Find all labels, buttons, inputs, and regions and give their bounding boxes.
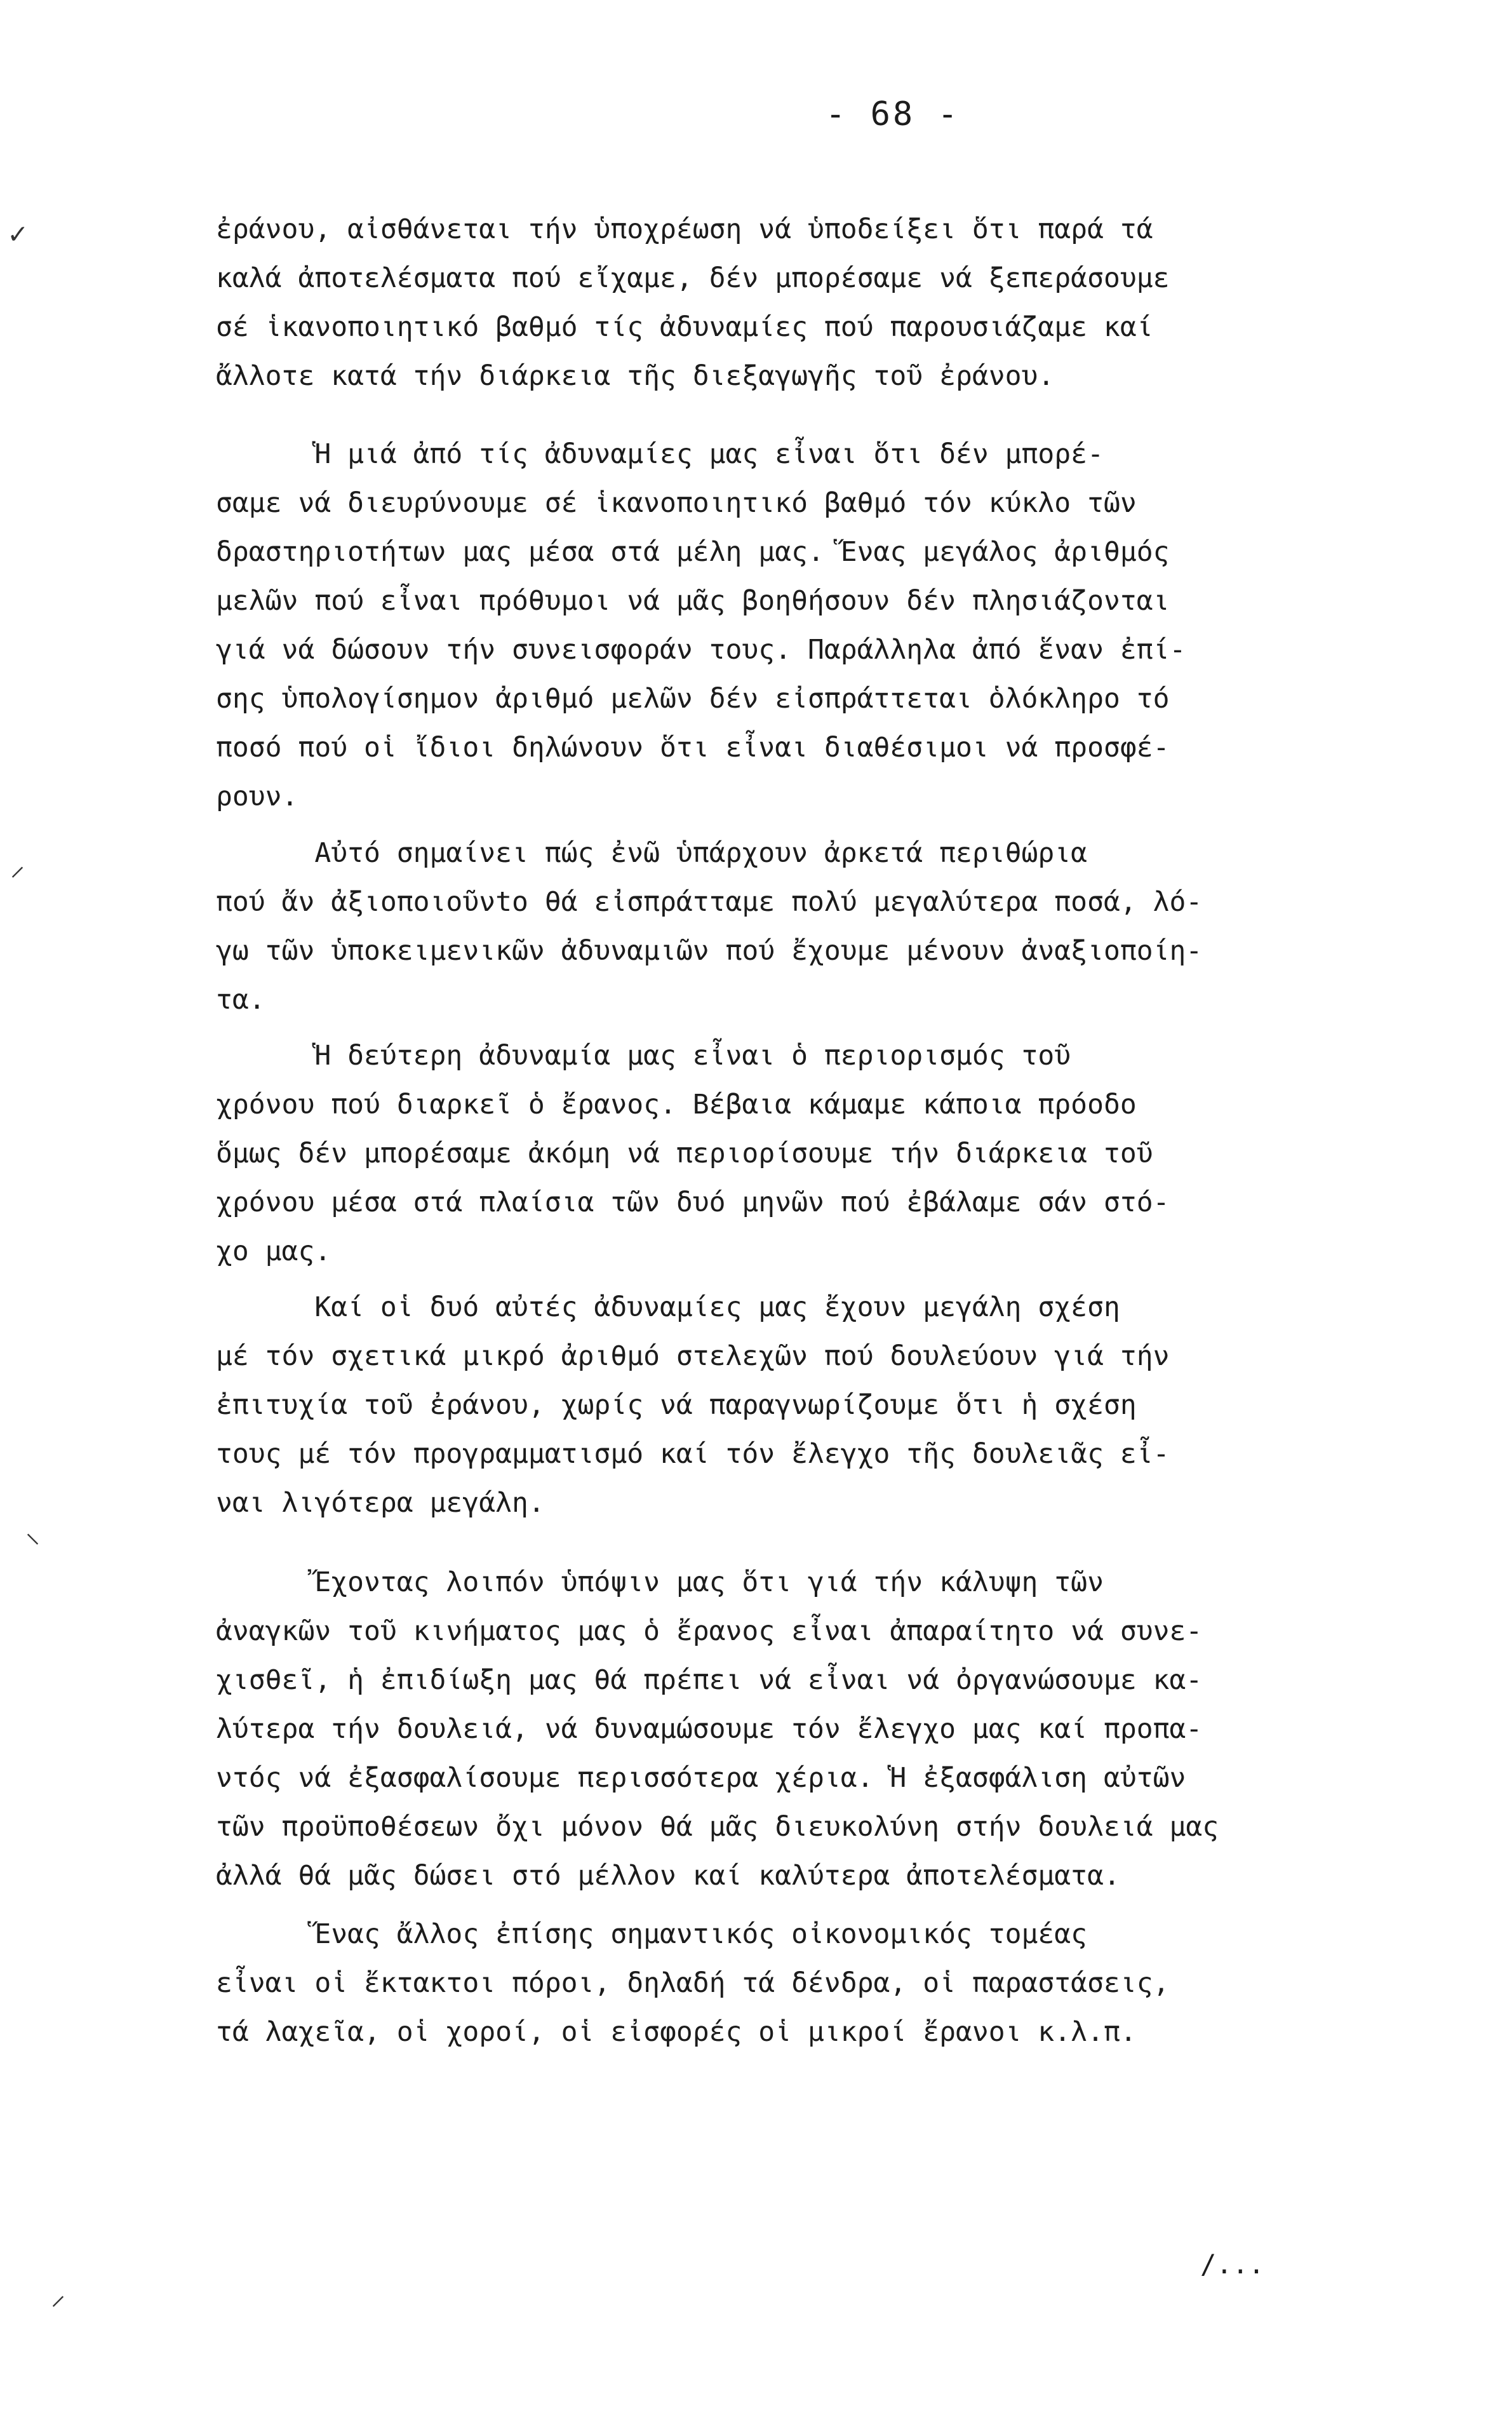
body-line: ἐράνου, αἰσθάνεται τήν ὑποχρέωση νά ὑποδείξει ὅτι παρά τά (216, 213, 1153, 245)
body-line: τα. (216, 984, 265, 1016)
body-line: Αὐτό σημαίνει πώς ἐνῶ ὑπάρχουν ἀρκετά περιθώρια (216, 837, 1088, 869)
body-line: ρουν. (216, 781, 298, 812)
left-margin-tick-1: ✓ (9, 216, 27, 250)
body-line: πού ἄν ἀξιοποιοῦνto θά εἰσπράτταμε πολύ μεγαλύτερα ποσά, λό- (216, 886, 1203, 918)
body-line: γιά νά δώσουν τήν συνεισφοράν τους. Παράλληλα ἀπό ἕναν ἐπί- (216, 634, 1186, 666)
body-line: ἐπιτυχία τοῦ ἐράνου, χωρίς νά παραγνωρίζουμε ὅτι ἡ σχέση (216, 1389, 1137, 1421)
body-line: χρόνου πού διαρκεῖ ὁ ἔρανος. Βέβαια κάμαμε κάποια πρόοδο (216, 1089, 1137, 1120)
body-line: τῶν προϋποθέσεων ὄχι μόνον θά μᾶς διευκολύνη στήν δουλειά μας (216, 1811, 1219, 1843)
left-margin-tick-2: ⸝ (10, 848, 25, 882)
left-margin-tick-3: ⸜ (25, 1515, 40, 1549)
body-line: λύτερα τήν δουλειά, νά δυναμώσουμε τόν ἔλεγχο μας καί προπα- (216, 1713, 1203, 1745)
body-line: σης ὑπολογίσημον ἀριθμό μελῶν δέν εἰσπράττεται ὁλόκληρο τό (216, 683, 1170, 715)
body-line: ἄλλοτε κατά τήν διάρκεια τῆς διεξαγωγῆς τοῦ ἐράνου. (216, 360, 1055, 392)
body-line: Ἡ μιά ἀπό τίς ἀδυναμίες μας εἶναι ὅτι δέν μπορέ- (216, 438, 1104, 470)
body-line: Ἡ δεύτερη ἀδυναμία μας εἶναι ὁ περιορισμός τοῦ (216, 1040, 1071, 1072)
body-line: εἶναι οἱ ἔκτακτοι πόροι, δηλαδή τά δένδρα, οἱ παραστάσεις, (216, 1967, 1170, 1999)
body-line: τά λαχεῖα, οἱ χοροί, οἱ εἰσφορές οἱ μικροί ἔρανοι κ.λ.π. (216, 2016, 1137, 2048)
body-line: ναι λιγότερα μεγάλη. (216, 1487, 545, 1519)
body-line: Ἔχοντας λοιπόν ὑπόψιν μας ὅτι γιά τήν κάλυψη τῶν (216, 1566, 1104, 1598)
body-line: χο μας. (216, 1235, 331, 1267)
body-line: μέ τόν σχετικά μικρό ἀριθμό στελεχῶν πού δουλεύουν γιά τήν (216, 1340, 1170, 1372)
continuation-mark: /... (1200, 2249, 1265, 2280)
body-line: ἀλλά θά μᾶς δώσει στό μέλλον καί καλύτερα ἀποτελέσματα. (216, 1860, 1120, 1892)
page-number: - 68 - (826, 95, 960, 133)
body-line: Καί οἱ δυό αὐτές ἀδυναμίες μας ἔχουν μεγάλη σχέση (216, 1291, 1120, 1323)
body-line: χισθεῖ, ἡ ἐπιδίωξη μας θά πρέπει νά εἶναι νά ὀργανώσουμε κα- (216, 1664, 1203, 1696)
body-line: σαμε νά διευρύνουμε σέ ἱκανοποιητικό βαθμό τόν κύκλο τῶν (216, 487, 1137, 519)
body-line: σέ ἱκανοποιητικό βαθμό τίς ἀδυναμίες πού παρουσιάζαμε καί (216, 311, 1153, 343)
body-line: ντός νά ἐξασφαλίσουμε περισσότερα χέρια. Ἡ ἐξασφάλιση αὐτῶν (216, 1762, 1186, 1794)
body-line: ποσό πού οἱ ἴδιοι δηλώνουν ὅτι εἶναι διαθέσιμοι νά προσφέ- (216, 732, 1170, 764)
body-line: γω τῶν ὑποκειμενικῶν ἀδυναμιῶν πού ἔχουμε μένουν ἀναξιοποίη- (216, 935, 1203, 967)
body-line: τους μέ τόν προγραμματισμό καί τόν ἔλεγχο τῆς δουλειᾶς εἶ- (216, 1438, 1170, 1470)
body-line: Ἕνας ἄλλος ἐπίσης σημαντικός οἰκονομικός τομέας (216, 1918, 1088, 1950)
body-line: χρόνου μέσα στά πλαίσια τῶν δυό μηνῶν πού ἐβάλαμε σάν στό- (216, 1187, 1170, 1218)
body-line: μελῶν πού εἶναι πρόθυμοι νά μᾶς βοηθήσουν δέν πλησιάζονται (216, 585, 1170, 617)
body-line: καλά ἀποτελέσματα πού εἴχαμε, δέν μπορέσαμε νά ξεπεράσουμε (216, 262, 1170, 294)
body-line: ὅμως δέν μπορέσαμε ἀκόμη νά περιορίσουμε τήν διάρκεια τοῦ (216, 1138, 1153, 1169)
body-line: δραστηριοτήτων μας μέσα στά μέλη μας. Ἕνας μεγάλος ἀριθμός (216, 536, 1170, 568)
left-margin-tick-4: ⸝ (51, 2277, 65, 2311)
body-line: ἀναγκῶν τοῦ κινήματος μας ὁ ἔρανος εἶναι ἀπαραίτητο νά συνε- (216, 1615, 1203, 1647)
